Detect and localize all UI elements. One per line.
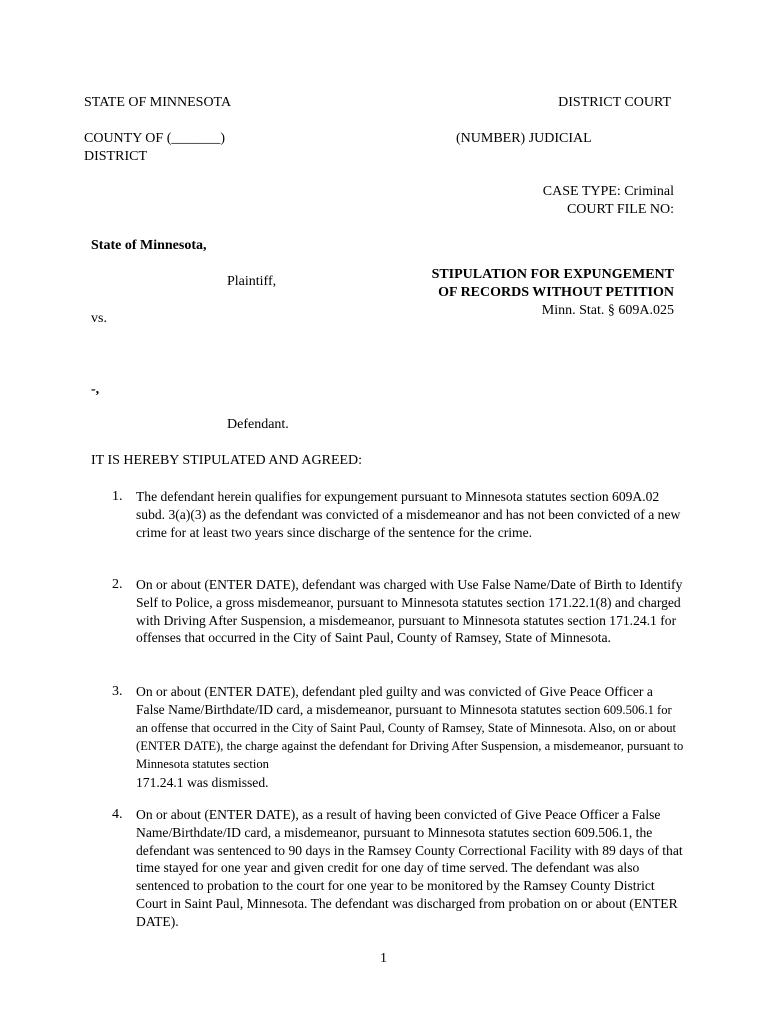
paragraph-3-part-c: 171.24.1 was dismissed.: [136, 774, 269, 790]
plaintiff-name: State of Minnesota,: [91, 238, 207, 253]
court-heading: DISTRICT COURT: [558, 95, 671, 110]
paragraph-3-part-a: On or about (ENTER DATE), defendant pled guilty and was convicted of Give Peace Officer a False Name/Birthdate/ID card, a misdemeanor, pursuant to Minnesota statutes: [136, 684, 653, 717]
plaintiff-label: Plaintiff,: [227, 274, 277, 289]
paragraph-number: 4.: [112, 807, 123, 822]
defendant-name: -,: [91, 382, 100, 397]
paragraph-number: 1.: [112, 489, 123, 504]
court-file-no: COURT FILE NO:: [566, 202, 674, 217]
defendant-label: Defendant.: [227, 417, 289, 432]
paragraph-2: On or about (ENTER DATE), defendant was charged with Use False Name/Date of Birth to Identify Self to Police, a gross misdemeanor, pursuant to Minnesota statutes section 171.22.1(8) and charged with Driving After Suspension, a misdemeanor, pursuant to Minnesota statutes section 171.24.1 for offenses that occurred in the City of Saint Paul, County of Ramsey, State of Minnesota.: [136, 577, 683, 646]
district-heading: DISTRICT: [84, 149, 147, 164]
page-number: 1: [380, 951, 387, 966]
paragraph-3-part-b: section 609.506.1 for an offense that occurred in the City of Saint Paul, County of Ramsey, State of Minnesota. Also, on or about (ENTER DATE), the charge against the defendant for Driving After Suspension, a misdemeanor, pursuant to Minnesota statutes section: [136, 702, 684, 772]
document-title-line1: STIPULATION FOR EXPUNGEMENT: [431, 267, 674, 282]
case-type: CASE TYPE: Criminal: [542, 184, 674, 199]
judicial-heading: (NUMBER) JUDICIAL: [456, 131, 592, 146]
document-title-line2: OF RECORDS WITHOUT PETITION: [438, 285, 674, 300]
versus-label: vs.: [91, 311, 107, 326]
county-heading: COUNTY OF (_______): [84, 131, 226, 146]
stipulation-intro: IT IS HEREBY STIPULATED AND AGREED:: [91, 453, 363, 468]
statute-reference: Minn. Stat. § 609A.025: [541, 303, 674, 318]
paragraph-1: The defendant herein qualifies for expungement pursuant to Minnesota statutes section 609A.02 subd. 3(a)(3) as the defendant was convicted of a misdemeanor and has not been convicted of a new crime for at least two years since discharge of the sentence for the crime.: [136, 489, 681, 540]
paragraph-3: [136, 683, 684, 791]
paragraph-number: 3.: [112, 684, 123, 699]
paragraph-4: On or about (ENTER DATE), as a result of having been convicted of Give Peace Officer a False Name/Birthdate/ID card, a misdemeanor, pursuant to Minnesota statutes section 609.506.1, the defendant was sentenced to 90 days in the Ramsey County Correctional Facility with 89 days of that time stayed for one year and given credit for one day of time served. The defendant was also sentenced to probation to the court for one year to be monitored by the Ramsey County District Court in Saint Paul, Minnesota. The defendant was discharged from probation on or about (ENTER DATE).: [136, 807, 683, 929]
state-heading: STATE OF MINNESOTA: [84, 95, 232, 110]
paragraph-number: 2.: [112, 577, 123, 592]
